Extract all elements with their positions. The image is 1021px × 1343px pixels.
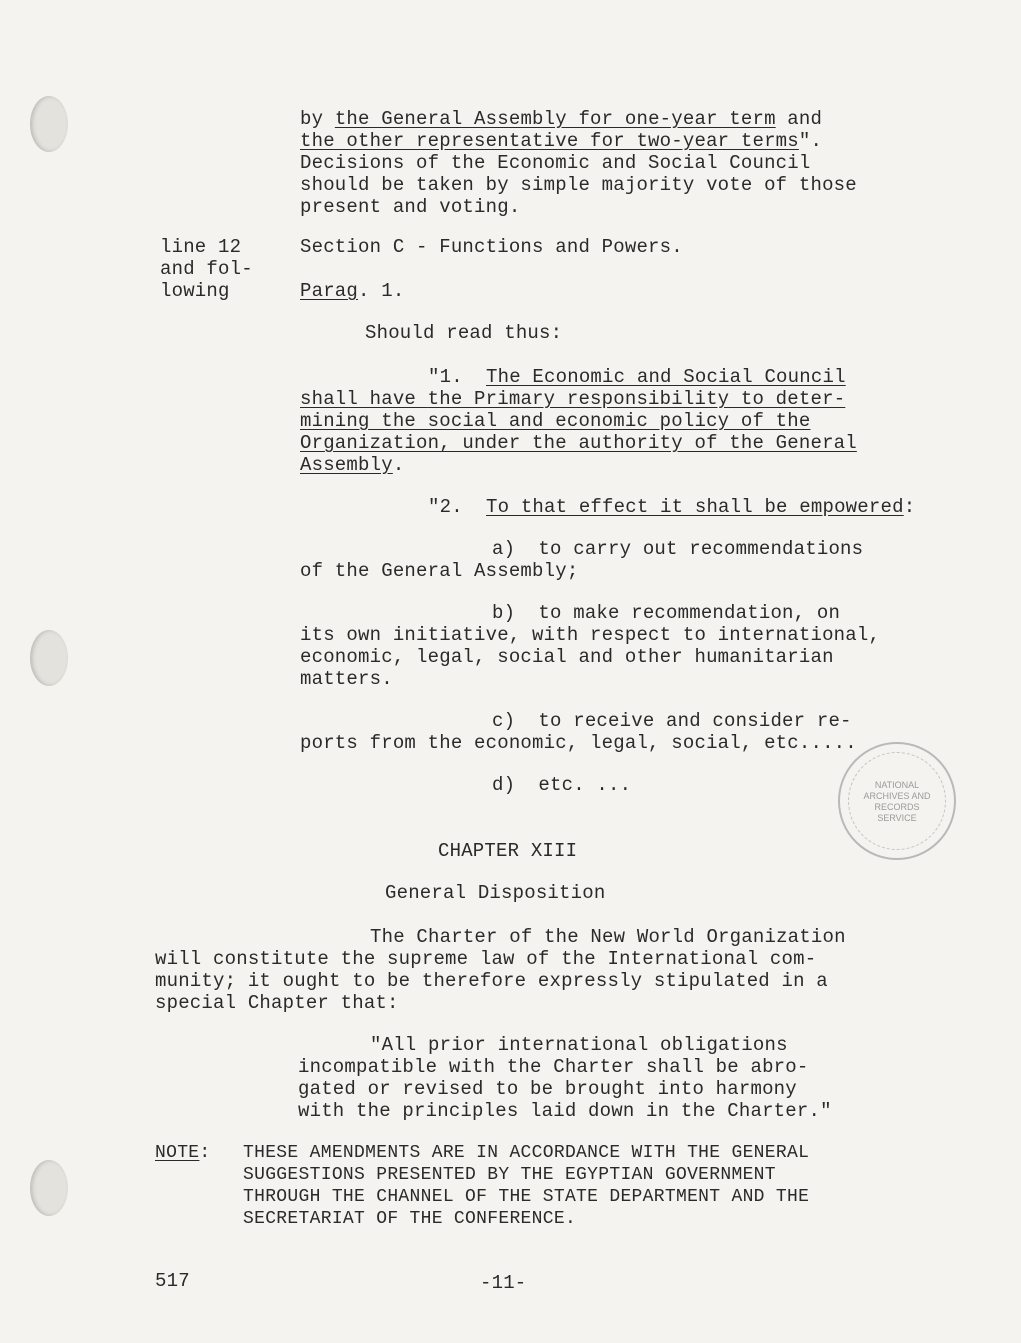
list-item-line: ports from the economic, legal, social, etc..... [300, 732, 857, 754]
text-segment: by [300, 108, 335, 130]
text-segment: and [775, 108, 823, 130]
paragraph-2-heading-line [428, 496, 915, 518]
list-item-line: a) to carry out recommendations [492, 538, 864, 560]
list-item-line: its own initiative, with respect to international, [300, 624, 881, 646]
note-line: THROUGH THE CHANNEL OF THE STATE DEPARTMENT AND THE [243, 1187, 810, 1207]
chapter-heading: CHAPTER XIII [438, 840, 578, 862]
punch-hole-top [30, 96, 68, 152]
list-item-line: b) to make recommendation, on [492, 602, 841, 624]
punch-hole-bottom [30, 1160, 68, 1216]
text-segment: To that effect it shall be empowered [486, 496, 904, 518]
stamp-text: SERVICE [877, 813, 917, 823]
top-paragraph-line [300, 152, 810, 174]
quote-line: "All prior international obligations [370, 1034, 788, 1056]
text-segment: should be taken by simple majority vote of those [300, 174, 857, 196]
quote-line: gated or revised to be brought into harmony [298, 1078, 797, 1100]
paragraph-1-line [428, 366, 846, 388]
text-segment: ". [798, 130, 823, 152]
top-paragraph-line [300, 108, 822, 130]
text-segment: the other representative for two-year terms [300, 130, 799, 152]
note-colon: : [199, 1143, 211, 1163]
note-line: SUGGESTIONS PRESENTED BY THE EGYPTIAN GOVERNMENT [243, 1165, 776, 1185]
text-segment: mining the social and economic policy of the [300, 410, 811, 432]
text-segment: "2. [428, 496, 487, 518]
note-line: SECRETARIAT OF THE CONFERENCE. [243, 1209, 577, 1229]
text-segment: the Primary responsibility to deter- [427, 388, 846, 410]
list-item-line: matters. [300, 668, 393, 690]
list-item-line: d) etc. ... [492, 774, 632, 796]
parag-label: Parag [300, 280, 359, 302]
page-number: -11- [480, 1272, 527, 1294]
margin-note-line: lowing [160, 280, 230, 302]
note-label-line [155, 1142, 211, 1164]
text-segment: present and voting. [300, 196, 521, 218]
top-paragraph-line [300, 196, 520, 218]
stamp-text: RECORDS [874, 802, 920, 812]
stamp-text: NATIONAL [874, 780, 920, 790]
should-read-line: Should read thus: [365, 322, 563, 344]
chapter-paragraph-line: will constitute the supreme law of the International com- [155, 948, 817, 970]
section-title: Section C - Functions and Powers. [300, 236, 683, 258]
list-item-line: economic, legal, social and other humanitarian [300, 646, 834, 668]
text-segment: Assembly [300, 454, 393, 476]
quote-line: incompatible with the Charter shall be abro- [298, 1056, 809, 1078]
text-segment: "1. [428, 366, 487, 388]
margin-note-line: and fol- [160, 258, 253, 280]
stamp-text: ARCHIVES AND [863, 791, 931, 801]
paragraph-1-line [300, 410, 810, 432]
footer-document-number: 517 [155, 1270, 190, 1292]
chapter-subtitle: General Disposition [385, 882, 606, 904]
paragraph-1-line [300, 454, 404, 476]
paragraph-1-line [300, 432, 857, 454]
text-segment: The Economic and Social Council [486, 366, 846, 388]
note-line: THESE AMENDMENTS ARE IN ACCORDANCE WITH THE GENERAL [243, 1143, 810, 1163]
parag-number: . 1. [358, 280, 405, 302]
top-paragraph-line [300, 174, 857, 196]
text-segment: : [903, 496, 916, 518]
text-segment: Decisions of the Economic and Social Council [300, 152, 811, 174]
text-segment: the General Assembly for one-year term [334, 108, 776, 130]
chapter-paragraph-line: The Charter of the New World Organization [370, 926, 846, 948]
stamp-ring [848, 752, 946, 850]
punch-hole-middle [30, 630, 68, 686]
chapter-paragraph-line: munity; it ought to be therefore expressly stipulated in a [155, 970, 828, 992]
paragraph-1-line [300, 388, 845, 410]
list-item-line: c) to receive and consider re- [492, 710, 852, 732]
parag-heading [300, 280, 404, 302]
quote-line: with the principles laid down in the Charter." [298, 1100, 832, 1122]
text-segment: Organization, under the authority of the General [300, 432, 857, 454]
text-segment: . [392, 454, 405, 476]
note-label: NOTE [155, 1143, 200, 1163]
text-segment: shall have [300, 388, 428, 410]
list-item-line: of the General Assembly; [300, 560, 579, 582]
margin-note-line: line 12 [160, 236, 242, 258]
archive-stamp [838, 742, 956, 860]
top-paragraph-line [300, 130, 822, 152]
chapter-paragraph-line: special Chapter that: [155, 992, 399, 1014]
